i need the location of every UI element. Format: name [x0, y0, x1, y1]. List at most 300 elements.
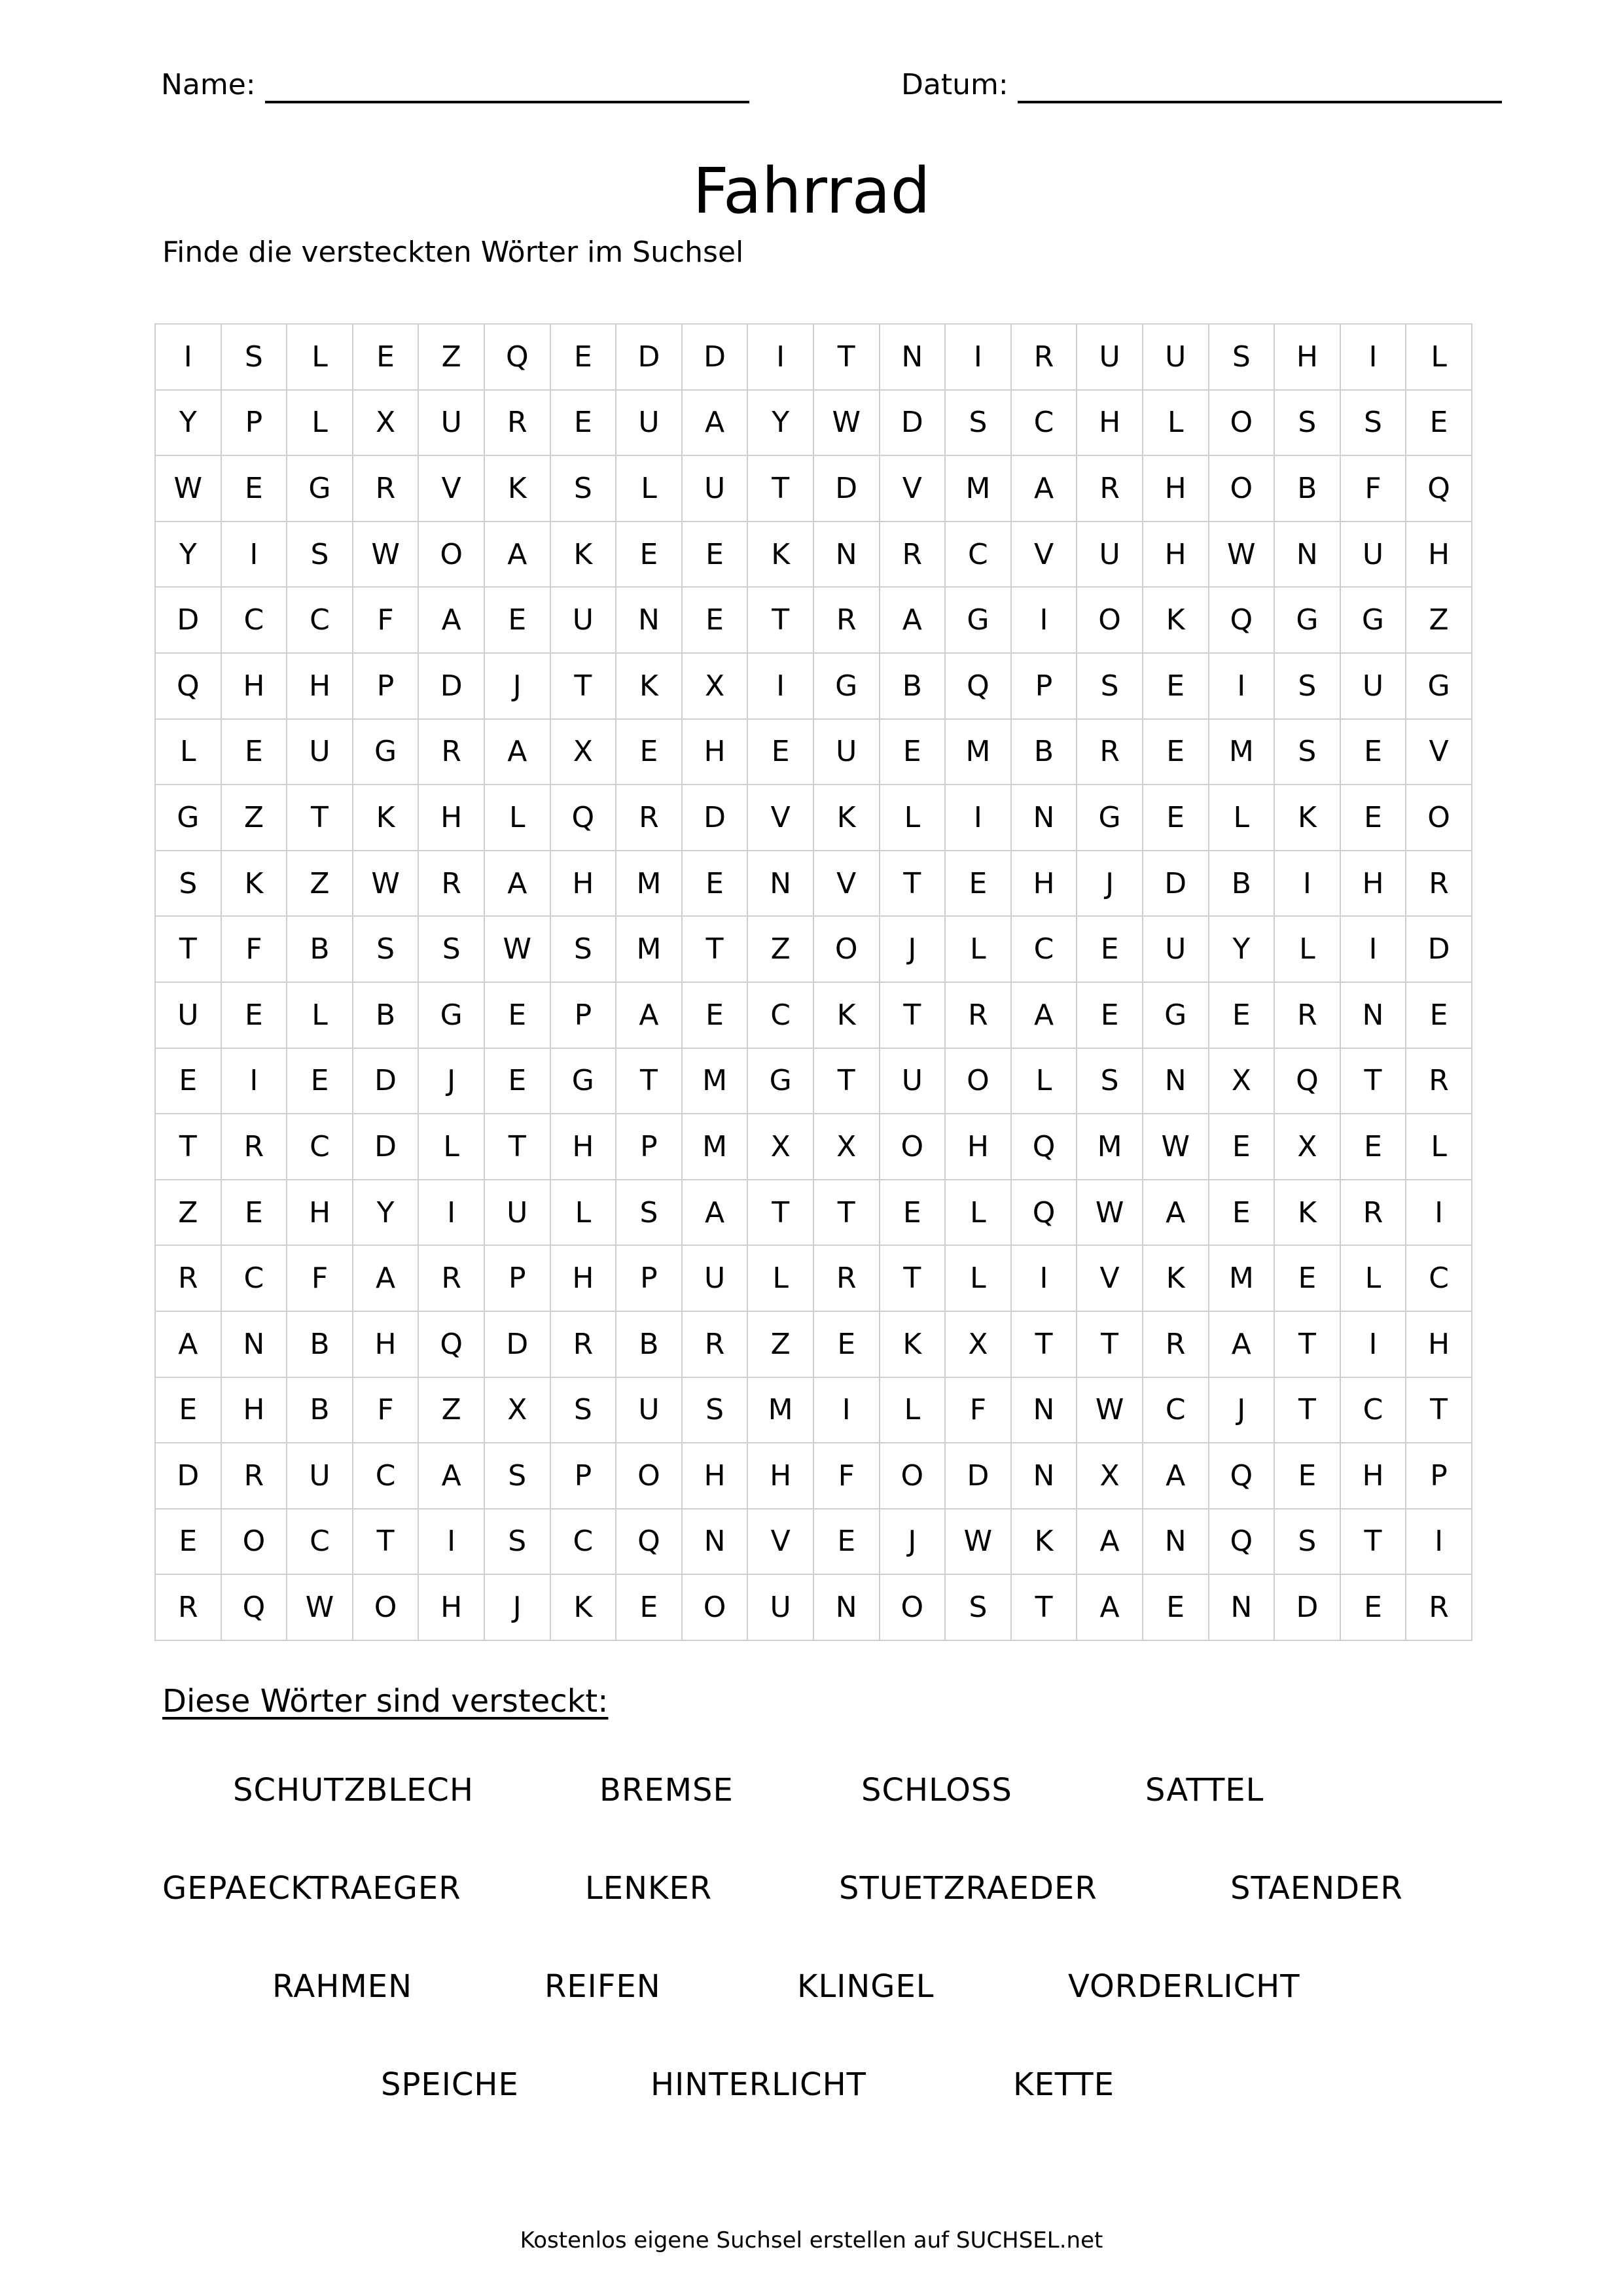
grid-cell[interactable]: I [946, 785, 1012, 851]
grid-cell[interactable]: W [946, 1510, 1012, 1576]
grid-cell[interactable]: X [1209, 1049, 1275, 1115]
grid-cell[interactable]: Q [1209, 588, 1275, 654]
grid-cell[interactable]: Q [1012, 1180, 1078, 1246]
grid-cell[interactable]: T [814, 1049, 880, 1115]
grid-cell[interactable]: T [1341, 1049, 1407, 1115]
grid-cell[interactable]: W [156, 456, 222, 522]
grid-cell[interactable]: T [880, 983, 946, 1049]
grid-cell[interactable]: T [748, 456, 814, 522]
grid-cell[interactable]: V [814, 851, 880, 917]
grid-cell[interactable]: F [814, 1443, 880, 1510]
grid-cell[interactable]: N [1012, 785, 1078, 851]
grid-cell[interactable]: J [1209, 1378, 1275, 1444]
grid-cell[interactable]: C [1341, 1378, 1407, 1444]
grid-cell[interactable]: L [1012, 1049, 1078, 1115]
grid-cell[interactable]: L [1341, 1246, 1407, 1312]
grid-cell[interactable]: H [419, 1575, 485, 1641]
grid-cell[interactable]: N [222, 1312, 288, 1378]
grid-cell[interactable]: I [1341, 325, 1407, 391]
grid-cell[interactable]: K [616, 654, 683, 720]
grid-cell[interactable]: R [419, 851, 485, 917]
grid-cell[interactable]: I [946, 325, 1012, 391]
word-search-grid[interactable] [154, 323, 1472, 1641]
grid-cell[interactable]: E [814, 1312, 880, 1378]
grid-cell[interactable]: L [485, 785, 551, 851]
grid-cell[interactable]: Q [1012, 1114, 1078, 1180]
grid-cell[interactable]: L [1406, 325, 1472, 391]
grid-cell[interactable]: H [353, 1312, 419, 1378]
grid-cell[interactable]: E [353, 325, 419, 391]
grid-cell[interactable]: U [156, 983, 222, 1049]
grid-cell[interactable]: Q [616, 1510, 683, 1576]
grid-cell[interactable]: U [616, 391, 683, 457]
grid-cell[interactable]: N [1275, 522, 1341, 588]
grid-cell[interactable]: H [551, 851, 617, 917]
grid-cell[interactable]: S [551, 456, 617, 522]
grid-cell[interactable]: P [1012, 654, 1078, 720]
grid-cell[interactable]: E [222, 983, 288, 1049]
grid-cell[interactable]: K [1012, 1510, 1078, 1576]
grid-cell[interactable]: E [616, 522, 683, 588]
grid-cell[interactable]: K [1275, 1180, 1341, 1246]
grid-cell[interactable]: C [287, 588, 353, 654]
grid-cell[interactable]: X [1077, 1443, 1143, 1510]
grid-cell[interactable]: L [1143, 391, 1209, 457]
grid-cell[interactable]: E [485, 983, 551, 1049]
grid-cell[interactable]: H [1341, 851, 1407, 917]
grid-cell[interactable]: C [1012, 917, 1078, 983]
grid-cell[interactable]: M [748, 1378, 814, 1444]
grid-cell[interactable]: O [1209, 456, 1275, 522]
grid-cell[interactable]: U [1077, 325, 1143, 391]
grid-cell[interactable]: E [156, 1049, 222, 1115]
grid-cell[interactable]: S [616, 1180, 683, 1246]
grid-cell[interactable]: B [880, 654, 946, 720]
grid-cell[interactable]: E [156, 1510, 222, 1576]
grid-cell[interactable]: C [287, 1114, 353, 1180]
grid-cell[interactable]: U [616, 1378, 683, 1444]
grid-cell[interactable]: D [616, 325, 683, 391]
grid-cell[interactable]: T [880, 1246, 946, 1312]
grid-cell[interactable]: W [485, 917, 551, 983]
grid-cell[interactable]: C [1143, 1378, 1209, 1444]
grid-cell[interactable]: U [1143, 917, 1209, 983]
grid-cell[interactable]: H [683, 1443, 749, 1510]
grid-cell[interactable]: Y [353, 1180, 419, 1246]
grid-cell[interactable]: E [1275, 1246, 1341, 1312]
grid-cell[interactable]: R [1406, 1049, 1472, 1115]
grid-cell[interactable]: Q [946, 654, 1012, 720]
grid-cell[interactable]: R [1406, 1575, 1472, 1641]
grid-cell[interactable]: H [1012, 851, 1078, 917]
grid-cell[interactable]: G [419, 983, 485, 1049]
grid-cell[interactable]: I [1275, 851, 1341, 917]
grid-cell[interactable]: E [1341, 1114, 1407, 1180]
grid-cell[interactable]: H [946, 1114, 1012, 1180]
grid-cell[interactable]: L [287, 325, 353, 391]
grid-cell[interactable]: A [1143, 1180, 1209, 1246]
grid-cell[interactable]: U [485, 1180, 551, 1246]
grid-cell[interactable]: W [1077, 1378, 1143, 1444]
grid-cell[interactable]: U [683, 456, 749, 522]
grid-cell[interactable]: L [419, 1114, 485, 1180]
grid-cell[interactable]: S [1275, 391, 1341, 457]
grid-cell[interactable]: E [551, 325, 617, 391]
grid-cell[interactable]: E [946, 851, 1012, 917]
grid-cell[interactable]: W [814, 391, 880, 457]
grid-cell[interactable]: S [353, 917, 419, 983]
grid-cell[interactable]: T [1077, 1312, 1143, 1378]
grid-cell[interactable]: R [1077, 456, 1143, 522]
grid-cell[interactable]: J [880, 917, 946, 983]
grid-cell[interactable]: D [946, 1443, 1012, 1510]
grid-cell[interactable]: E [1341, 720, 1407, 786]
grid-cell[interactable]: R [156, 1575, 222, 1641]
grid-cell[interactable]: N [1012, 1443, 1078, 1510]
grid-cell[interactable]: C [551, 1510, 617, 1576]
grid-cell[interactable]: K [1143, 588, 1209, 654]
grid-cell[interactable]: S [551, 1378, 617, 1444]
grid-cell[interactable]: R [1012, 325, 1078, 391]
grid-cell[interactable]: Y [748, 391, 814, 457]
name-field[interactable] [161, 64, 749, 103]
grid-cell[interactable]: W [1209, 522, 1275, 588]
grid-cell[interactable]: T [880, 851, 946, 917]
grid-cell[interactable]: A [880, 588, 946, 654]
grid-cell[interactable]: G [1143, 983, 1209, 1049]
grid-cell[interactable]: O [616, 1443, 683, 1510]
grid-cell[interactable]: H [287, 1180, 353, 1246]
grid-cell[interactable]: M [1077, 1114, 1143, 1180]
grid-cell[interactable]: S [946, 391, 1012, 457]
grid-cell[interactable]: C [287, 1510, 353, 1576]
grid-cell[interactable]: H [1143, 456, 1209, 522]
grid-cell[interactable]: R [616, 785, 683, 851]
grid-cell[interactable]: T [485, 1114, 551, 1180]
grid-cell[interactable]: N [1012, 1378, 1078, 1444]
grid-cell[interactable]: Q [551, 785, 617, 851]
grid-cell[interactable]: P [551, 1443, 617, 1510]
grid-cell[interactable]: B [1275, 456, 1341, 522]
grid-cell[interactable]: A [683, 391, 749, 457]
grid-cell[interactable]: Z [748, 1312, 814, 1378]
grid-cell[interactable]: E [156, 1378, 222, 1444]
grid-cell[interactable]: S [485, 1443, 551, 1510]
grid-cell[interactable]: L [880, 1378, 946, 1444]
grid-cell[interactable]: F [287, 1246, 353, 1312]
grid-cell[interactable]: Q [1209, 1443, 1275, 1510]
grid-cell[interactable]: Z [748, 917, 814, 983]
grid-cell[interactable]: T [156, 1114, 222, 1180]
grid-cell[interactable]: G [1341, 588, 1407, 654]
grid-cell[interactable]: S [1275, 654, 1341, 720]
grid-cell[interactable]: U [551, 588, 617, 654]
grid-cell[interactable]: E [683, 983, 749, 1049]
grid-cell[interactable]: E [222, 1180, 288, 1246]
grid-cell[interactable]: S [946, 1575, 1012, 1641]
grid-cell[interactable]: T [748, 1180, 814, 1246]
grid-cell[interactable]: Q [222, 1575, 288, 1641]
grid-cell[interactable]: S [156, 851, 222, 917]
grid-cell[interactable]: T [1012, 1575, 1078, 1641]
grid-cell[interactable]: E [880, 1180, 946, 1246]
grid-cell[interactable]: U [814, 720, 880, 786]
grid-cell[interactable]: O [1077, 588, 1143, 654]
grid-cell[interactable]: Q [1275, 1049, 1341, 1115]
grid-cell[interactable]: A [485, 522, 551, 588]
grid-cell[interactable]: K [814, 983, 880, 1049]
grid-cell[interactable]: E [683, 588, 749, 654]
grid-cell[interactable]: I [1341, 917, 1407, 983]
grid-cell[interactable]: D [1406, 917, 1472, 983]
grid-cell[interactable]: T [551, 654, 617, 720]
grid-cell[interactable]: D [419, 654, 485, 720]
grid-cell[interactable]: H [1275, 325, 1341, 391]
grid-cell[interactable]: E [683, 522, 749, 588]
grid-cell[interactable]: U [748, 1575, 814, 1641]
grid-cell[interactable]: G [1275, 588, 1341, 654]
grid-cell[interactable]: R [1143, 1312, 1209, 1378]
grid-cell[interactable]: L [880, 785, 946, 851]
grid-cell[interactable]: Q [156, 654, 222, 720]
grid-cell[interactable]: G [353, 720, 419, 786]
grid-cell[interactable]: A [683, 1180, 749, 1246]
grid-cell[interactable]: M [683, 1049, 749, 1115]
grid-cell[interactable]: O [222, 1510, 288, 1576]
grid-cell[interactable]: L [748, 1246, 814, 1312]
grid-cell[interactable]: E [880, 720, 946, 786]
name-line[interactable] [265, 68, 749, 103]
grid-cell[interactable]: O [683, 1575, 749, 1641]
grid-cell[interactable]: A [156, 1312, 222, 1378]
grid-cell[interactable]: H [551, 1246, 617, 1312]
grid-cell[interactable]: C [748, 983, 814, 1049]
date-field[interactable] [901, 64, 1502, 103]
grid-cell[interactable]: T [1275, 1312, 1341, 1378]
grid-cell[interactable]: E [616, 720, 683, 786]
grid-cell[interactable]: O [353, 1575, 419, 1641]
grid-cell[interactable]: S [683, 1378, 749, 1444]
grid-cell[interactable]: L [946, 917, 1012, 983]
grid-cell[interactable]: K [485, 456, 551, 522]
grid-cell[interactable]: T [287, 785, 353, 851]
grid-cell[interactable]: H [222, 654, 288, 720]
grid-cell[interactable]: C [222, 588, 288, 654]
grid-cell[interactable]: T [814, 1180, 880, 1246]
grid-cell[interactable]: T [616, 1049, 683, 1115]
grid-cell[interactable]: U [419, 391, 485, 457]
grid-cell[interactable]: T [683, 917, 749, 983]
grid-cell[interactable]: Y [1209, 917, 1275, 983]
grid-cell[interactable]: I [748, 654, 814, 720]
grid-cell[interactable]: Z [156, 1180, 222, 1246]
grid-cell[interactable]: V [1012, 522, 1078, 588]
grid-cell[interactable]: F [353, 1378, 419, 1444]
grid-cell[interactable]: L [616, 456, 683, 522]
grid-cell[interactable]: L [946, 1180, 1012, 1246]
grid-cell[interactable]: H [419, 785, 485, 851]
grid-cell[interactable]: D [814, 456, 880, 522]
grid-cell[interactable]: D [485, 1312, 551, 1378]
grid-cell[interactable]: S [1077, 654, 1143, 720]
grid-cell[interactable]: M [946, 456, 1012, 522]
grid-cell[interactable]: A [1077, 1575, 1143, 1641]
grid-cell[interactable]: S [1275, 720, 1341, 786]
grid-cell[interactable]: P [616, 1114, 683, 1180]
grid-cell[interactable]: L [287, 391, 353, 457]
grid-cell[interactable]: X [1275, 1114, 1341, 1180]
grid-cell[interactable]: D [1143, 851, 1209, 917]
grid-cell[interactable]: N [616, 588, 683, 654]
grid-cell[interactable]: E [683, 851, 749, 917]
grid-cell[interactable]: I [1012, 1246, 1078, 1312]
grid-cell[interactable]: E [616, 1575, 683, 1641]
grid-cell[interactable]: L [287, 983, 353, 1049]
grid-cell[interactable]: K [814, 785, 880, 851]
grid-cell[interactable]: N [814, 1575, 880, 1641]
grid-cell[interactable]: H [1077, 391, 1143, 457]
grid-cell[interactable]: K [1275, 785, 1341, 851]
grid-cell[interactable]: R [156, 1246, 222, 1312]
grid-cell[interactable]: S [551, 917, 617, 983]
grid-cell[interactable]: N [1143, 1510, 1209, 1576]
grid-cell[interactable]: V [748, 785, 814, 851]
grid-cell[interactable]: X [353, 391, 419, 457]
grid-cell[interactable]: U [880, 1049, 946, 1115]
grid-cell[interactable]: R [419, 1246, 485, 1312]
grid-cell[interactable]: J [485, 1575, 551, 1641]
grid-cell[interactable]: E [485, 1049, 551, 1115]
grid-cell[interactable]: N [683, 1510, 749, 1576]
grid-cell[interactable]: T [353, 1510, 419, 1576]
grid-cell[interactable]: P [616, 1246, 683, 1312]
grid-cell[interactable]: H [287, 654, 353, 720]
grid-cell[interactable]: J [1077, 851, 1143, 917]
grid-cell[interactable]: B [287, 917, 353, 983]
grid-cell[interactable]: Z [287, 851, 353, 917]
grid-cell[interactable]: I [1406, 1180, 1472, 1246]
grid-cell[interactable]: R [1341, 1180, 1407, 1246]
grid-cell[interactable]: X [814, 1114, 880, 1180]
grid-cell[interactable]: K [748, 522, 814, 588]
grid-cell[interactable]: N [814, 522, 880, 588]
grid-cell[interactable]: E [1275, 1443, 1341, 1510]
grid-cell[interactable]: W [353, 851, 419, 917]
grid-cell[interactable]: I [156, 325, 222, 391]
grid-cell[interactable]: G [1077, 785, 1143, 851]
grid-cell[interactable]: C [946, 522, 1012, 588]
grid-cell[interactable]: H [1341, 1443, 1407, 1510]
grid-cell[interactable]: T [156, 917, 222, 983]
grid-cell[interactable]: F [222, 917, 288, 983]
grid-cell[interactable]: H [1406, 522, 1472, 588]
grid-cell[interactable]: N [1143, 1049, 1209, 1115]
grid-cell[interactable]: Q [1209, 1510, 1275, 1576]
grid-cell[interactable]: Q [485, 325, 551, 391]
grid-cell[interactable]: B [1012, 720, 1078, 786]
grid-cell[interactable]: G [287, 456, 353, 522]
grid-cell[interactable]: G [156, 785, 222, 851]
grid-cell[interactable]: A [1012, 456, 1078, 522]
grid-cell[interactable]: T [1406, 1378, 1472, 1444]
grid-cell[interactable]: I [814, 1378, 880, 1444]
grid-cell[interactable]: P [222, 391, 288, 457]
grid-cell[interactable]: E [1341, 785, 1407, 851]
grid-cell[interactable]: N [880, 325, 946, 391]
grid-cell[interactable]: E [1143, 1575, 1209, 1641]
grid-cell[interactable]: X [551, 720, 617, 786]
grid-cell[interactable]: A [419, 1443, 485, 1510]
grid-cell[interactable]: K [551, 1575, 617, 1641]
grid-cell[interactable]: D [353, 1049, 419, 1115]
grid-cell[interactable]: E [1077, 983, 1143, 1049]
grid-cell[interactable]: D [1275, 1575, 1341, 1641]
grid-cell[interactable]: E [1143, 720, 1209, 786]
grid-cell[interactable]: S [1275, 1510, 1341, 1576]
grid-cell[interactable]: A [616, 983, 683, 1049]
grid-cell[interactable]: A [419, 588, 485, 654]
grid-cell[interactable]: C [353, 1443, 419, 1510]
grid-cell[interactable]: R [683, 1312, 749, 1378]
grid-cell[interactable]: S [287, 522, 353, 588]
grid-cell[interactable]: T [748, 588, 814, 654]
grid-cell[interactable]: K [551, 522, 617, 588]
grid-cell[interactable]: I [748, 325, 814, 391]
grid-cell[interactable]: G [748, 1049, 814, 1115]
grid-cell[interactable]: N [748, 851, 814, 917]
grid-cell[interactable]: E [551, 391, 617, 457]
grid-cell[interactable]: T [1275, 1378, 1341, 1444]
grid-cell[interactable]: I [1012, 588, 1078, 654]
grid-cell[interactable]: E [485, 588, 551, 654]
grid-cell[interactable]: B [287, 1312, 353, 1378]
grid-cell[interactable]: G [814, 654, 880, 720]
grid-cell[interactable]: E [814, 1510, 880, 1576]
grid-cell[interactable]: M [1209, 1246, 1275, 1312]
grid-cell[interactable]: S [222, 325, 288, 391]
grid-cell[interactable]: H [683, 720, 749, 786]
grid-cell[interactable]: T [1341, 1510, 1407, 1576]
grid-cell[interactable]: G [1406, 654, 1472, 720]
grid-cell[interactable]: E [1077, 917, 1143, 983]
grid-cell[interactable]: Z [419, 325, 485, 391]
grid-cell[interactable]: W [353, 522, 419, 588]
grid-cell[interactable]: I [419, 1180, 485, 1246]
grid-cell[interactable]: T [1012, 1312, 1078, 1378]
grid-cell[interactable]: G [946, 588, 1012, 654]
grid-cell[interactable]: P [551, 983, 617, 1049]
grid-cell[interactable]: U [1341, 522, 1407, 588]
grid-cell[interactable]: S [1341, 391, 1407, 457]
grid-cell[interactable]: E [1209, 1180, 1275, 1246]
grid-cell[interactable]: H [551, 1114, 617, 1180]
grid-cell[interactable]: I [1406, 1510, 1472, 1576]
grid-cell[interactable]: M [1209, 720, 1275, 786]
grid-cell[interactable]: K [880, 1312, 946, 1378]
grid-cell[interactable]: R [1077, 720, 1143, 786]
grid-cell[interactable]: V [880, 456, 946, 522]
grid-cell[interactable]: I [1209, 654, 1275, 720]
grid-cell[interactable]: E [1209, 983, 1275, 1049]
grid-cell[interactable]: T [814, 325, 880, 391]
grid-cell[interactable]: F [353, 588, 419, 654]
grid-cell[interactable]: X [485, 1378, 551, 1444]
grid-cell[interactable]: O [814, 917, 880, 983]
grid-cell[interactable]: R [946, 983, 1012, 1049]
grid-cell[interactable]: A [1012, 983, 1078, 1049]
grid-cell[interactable]: A [353, 1246, 419, 1312]
grid-cell[interactable]: A [485, 851, 551, 917]
